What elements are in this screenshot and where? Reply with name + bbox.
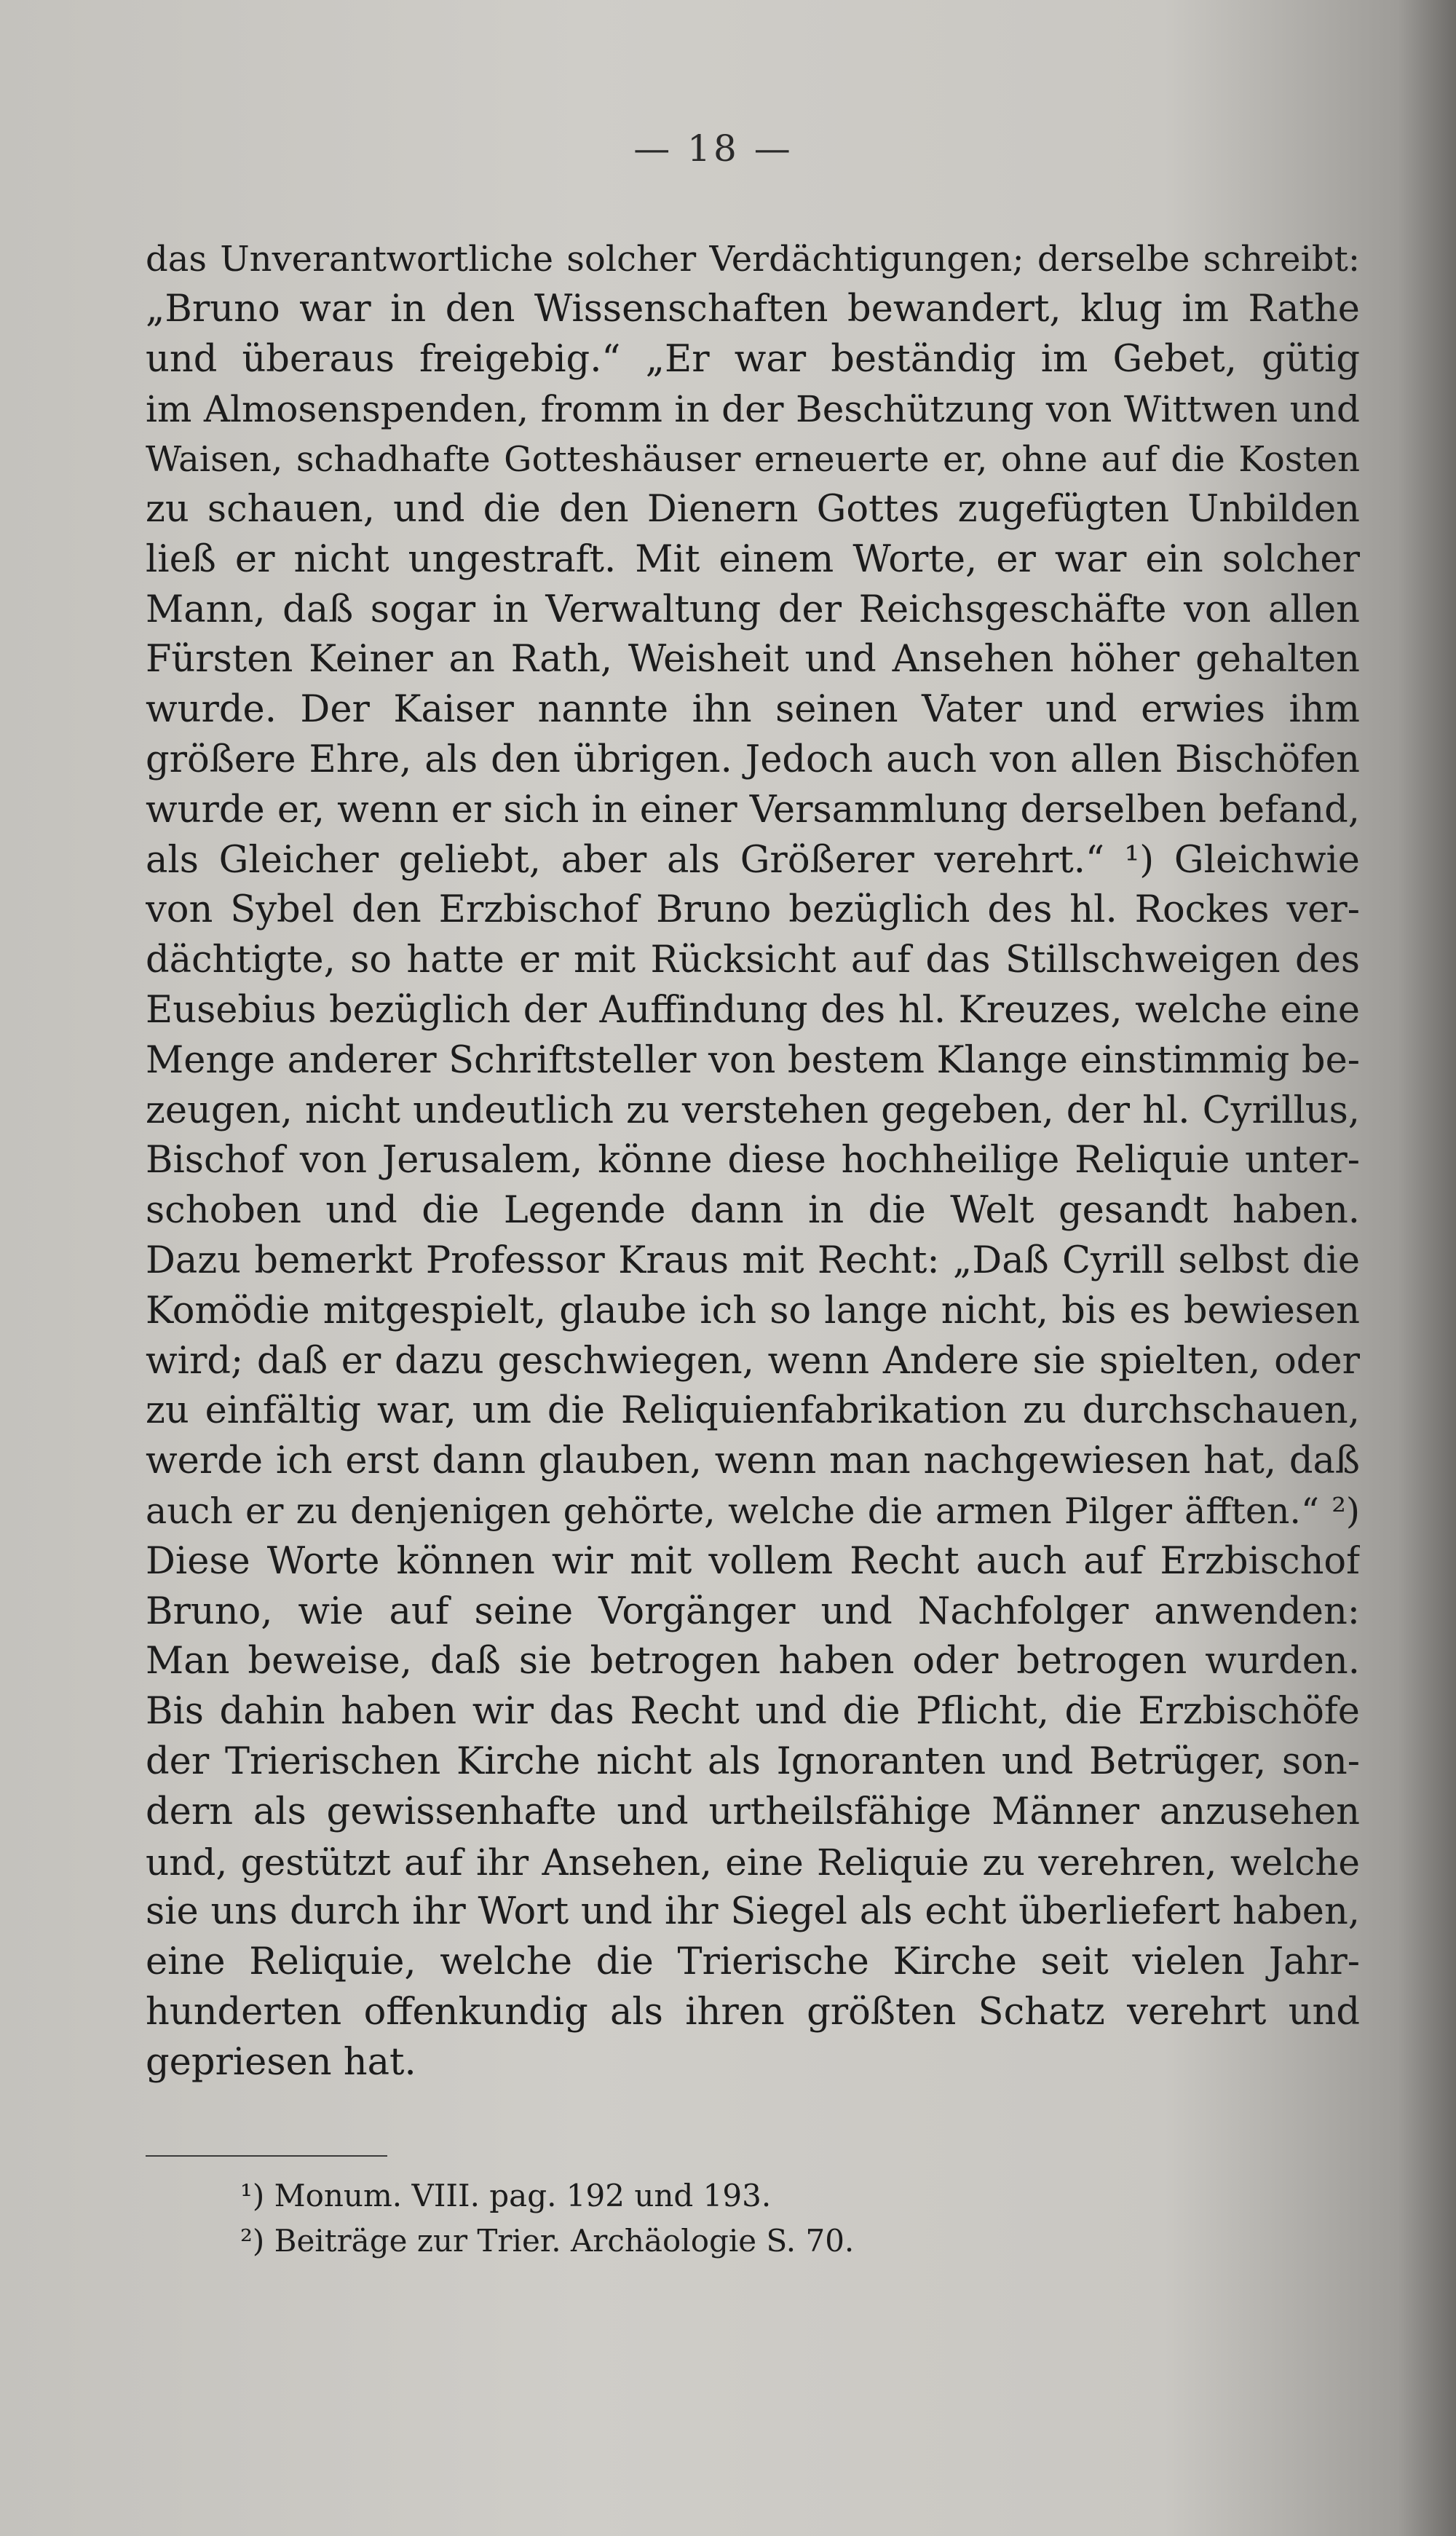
- text-line: Eusebius bezüglich der Auffindung des hl. Kreuzes, welche eine: [146, 988, 1360, 1032]
- text-line: als Gleicher geliebt, aber als Größerer verehrt.“ ¹) Gleichwie: [146, 838, 1360, 882]
- body-text: [146, 234, 1360, 2087]
- text-line: Bischof von Jerusalem, könne diese hochheilige Reliquie unter-: [146, 1139, 1360, 1182]
- footnote-1: ¹) Monum. VIII. pag. 192 und 193.: [240, 2178, 772, 2213]
- footnote-2: ²) Beiträge zur Trier. Archäologie S. 70.: [240, 2223, 855, 2259]
- text-line: wurde er, wenn er sich in einer Versammlung derselben befand,: [146, 788, 1360, 831]
- text-line: Fürsten Keiner an Rath, Weisheit und Ansehen höher gehalten: [146, 638, 1360, 682]
- text-line: wurde. Der Kaiser nannte ihn seinen Vater und erwies ihm: [146, 688, 1360, 732]
- text-line: sie uns durch ihr Wort und ihr Siegel als echt überliefert haben,: [146, 1890, 1360, 1934]
- text-line: von Sybel den Erzbischof Bruno bezüglich des hl. Rockes ver-: [146, 888, 1360, 932]
- text-line: eine Reliquie, welche die Trierische Kirche seit vielen Jahr-: [146, 1940, 1360, 1984]
- page-number: — 18 —: [633, 127, 794, 170]
- text-line: das Unverantwortliche solcher Verdächtigungen; derselbe schreibt:: [146, 239, 1360, 280]
- text-line: Menge anderer Schriftsteller von bestem Klange einstimmig be-: [146, 1038, 1360, 1082]
- text-line: im Almosenspenden, fromm in der Beschützung von Wittwen und: [146, 388, 1360, 431]
- text-line: Waisen, schadhafte Gotteshäuser erneuerte er, ohne auf die Kosten: [146, 439, 1360, 481]
- footnote-divider: [146, 2155, 387, 2157]
- text-line: Bruno, wie auf seine Vorgänger und Nachfolger anwenden:: [146, 1589, 1360, 1633]
- text-line: und, gestützt auf ihr Ansehen, eine Reliquie zu verehren, welche: [146, 1841, 1360, 1884]
- text-line: wird; daß er dazu geschwiegen, wenn Andere sie spielten, oder: [146, 1339, 1360, 1383]
- text-line: und überaus freigebig.“ „Er war beständig im Gebet, gütig: [146, 337, 1360, 381]
- text-line: dern als gewissenhafte und urtheilsfähige Männer anzusehen: [146, 1790, 1360, 1833]
- text-line: Mann, daß sogar in Verwaltung der Reichsgeschäfte von allen: [146, 588, 1360, 631]
- text-line: Man beweise, daß sie betrogen haben oder betrogen wurden.: [146, 1640, 1360, 1683]
- text-line: der Trierischen Kirche nicht als Ignoranten und Betrüger, son-: [146, 1739, 1360, 1783]
- text-line: auch er zu denjenigen gehörte, welche die armen Pilger äfften.“ ²): [146, 1490, 1360, 1532]
- text-line: ließ er nicht ungestraft. Mit einem Worte, er war ein solcher: [146, 537, 1360, 581]
- text-line: zeugen, nicht undeutlich zu verstehen gegeben, der hl. Cyrillus,: [146, 1089, 1360, 1132]
- footnotes: [240, 2173, 854, 2264]
- text-line: „Bruno war in den Wissenschaften bewandert, klug im Rathe: [146, 287, 1360, 331]
- text-line: schoben und die Legende dann in die Welt gesandt haben.: [146, 1189, 1360, 1233]
- text-line: größere Ehre, als den übrigen. Jedoch auch von allen Bischöfen: [146, 738, 1360, 781]
- text-line: Dazu bemerkt Professor Kraus mit Recht: „Daß Cyrill selbst die: [146, 1239, 1360, 1282]
- text-line: hunderten offenkundig als ihren größten Schatz verehrt und: [146, 1990, 1360, 2034]
- text-line: Komödie mitgespielt, glaube ich so lange nicht, bis es bewiesen: [146, 1289, 1360, 1332]
- text-line: Bis dahin haben wir das Recht und die Pflicht, die Erzbischöfe: [146, 1690, 1360, 1734]
- text-line: Diese Worte können wir mit vollem Recht auch auf Erzbischof: [146, 1539, 1360, 1583]
- text-line: zu schauen, und die den Dienern Gottes zugefügten Unbilden: [146, 487, 1360, 531]
- text-line: zu einfältig war, um die Reliquienfabrikation zu durchschauen,: [146, 1389, 1360, 1433]
- text-line: dächtigte, so hatte er mit Rücksicht auf das Stillschweigen des: [146, 939, 1360, 982]
- text-line: gepriesen hat.: [146, 2040, 416, 2084]
- text-line: werde ich erst dann glauben, wenn man nachgewiesen hat, daß: [146, 1439, 1360, 1483]
